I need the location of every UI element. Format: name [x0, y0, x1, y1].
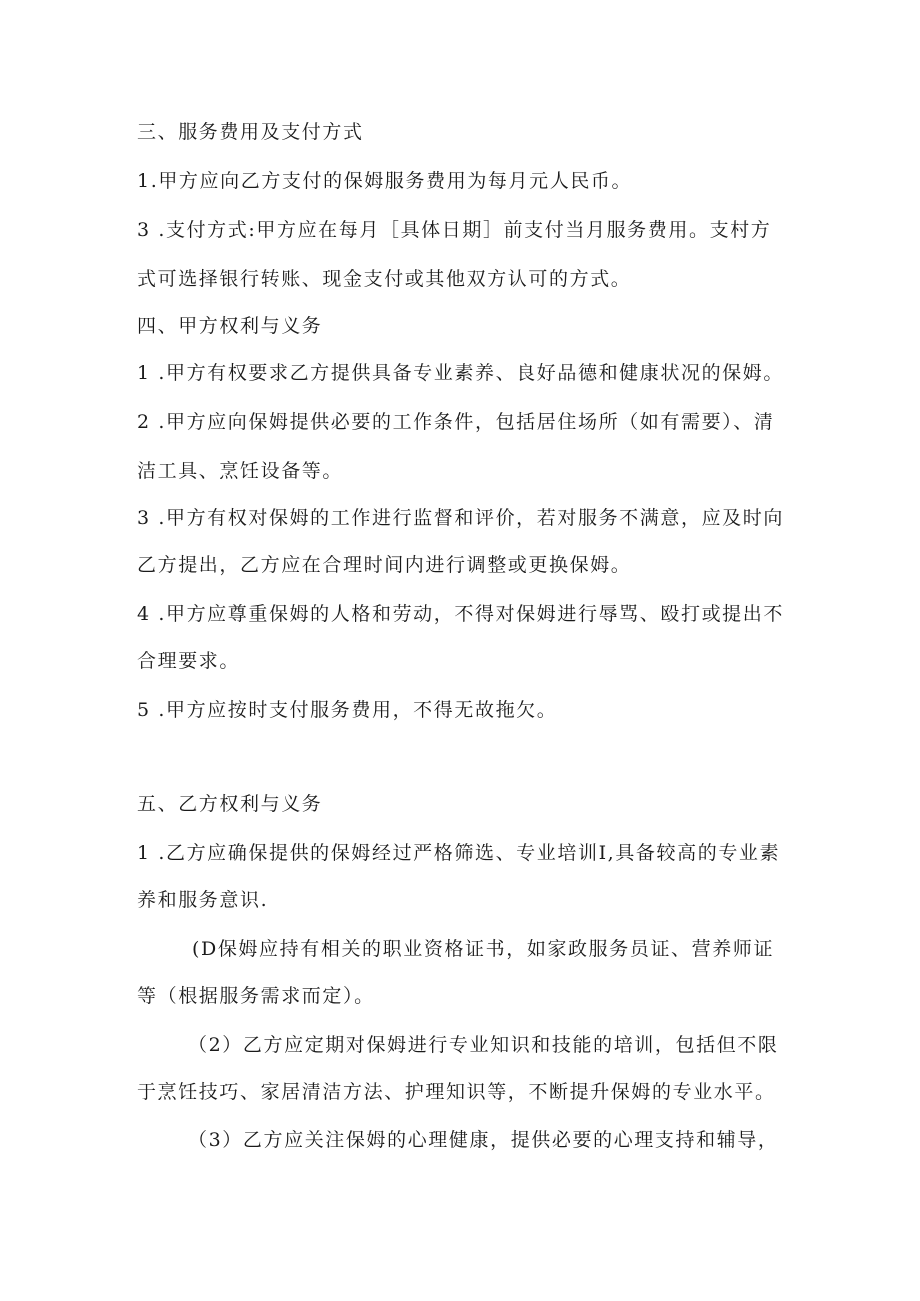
paragraph-line: 5 .甲方应按时支付服务费用，不得无故拖欠。	[137, 699, 558, 721]
paragraph-line: 等（根据服务需求而定）。	[137, 985, 375, 1007]
section-heading-party-a: 四、甲方权利与义务	[137, 315, 323, 337]
paragraph-line: 于烹饪技巧、家居清洁方法、护理知识等，不断提升保姆的专业水平。	[137, 1081, 776, 1103]
paragraph-line: 4 .甲方应尊重保姆的人格和劳动，不得对保姆进行辱骂、殴打或提出不	[137, 603, 784, 625]
paragraph-line: 乙方提出，乙方应在合理时间内进行调整或更换保姆。	[137, 554, 632, 576]
paragraph-line: （2）乙方应定期对保姆进行专业知识和技能的培训，包括但不限	[188, 1034, 779, 1056]
paragraph-line: 3 .支付方式:甲方应在每月［具体日期］前支付当月服务费用。支村方	[137, 219, 772, 241]
paragraph-line: (D保姆应持有相关的职业资格证书，如家政服务员证、营养师证	[192, 938, 775, 960]
paragraph-line: 养和服务意识.	[137, 889, 269, 911]
paragraph-line: 洁工具、烹饪设备等。	[137, 460, 344, 482]
paragraph-line: 式可选择银行转账、现金支付或其他双方认可的方式。	[137, 268, 632, 290]
paragraph-line: 2 .甲方应向保姆提供必要的工作条件，包括居住场所（如有需要）、清	[137, 411, 775, 433]
paragraph-line: 3 .甲方有权对保姆的工作进行监督和评价，若对服务不满意，应及时向	[137, 507, 784, 529]
section-heading-fees: 三、服务费用及支付方式	[137, 121, 364, 143]
paragraph-line: 1 .乙方应确保提供的保姆经过严格筛选、专业培训I,具备较高的专业素	[137, 842, 781, 864]
section-heading-party-b: 五、乙方权利与义务	[137, 793, 323, 815]
paragraph-line: 合理要求。	[137, 650, 241, 672]
paragraph-line: （3）乙方应关注保姆的心理健康，提供必要的心理支持和辅导，	[188, 1129, 779, 1151]
paragraph-line: 1.甲方应向乙方支付的保姆服务费用为每月元人民币。	[137, 170, 633, 192]
paragraph-line: 1 .甲方有权要求乙方提供具备专业素养、良好品德和健康状况的保姆。	[137, 362, 784, 384]
